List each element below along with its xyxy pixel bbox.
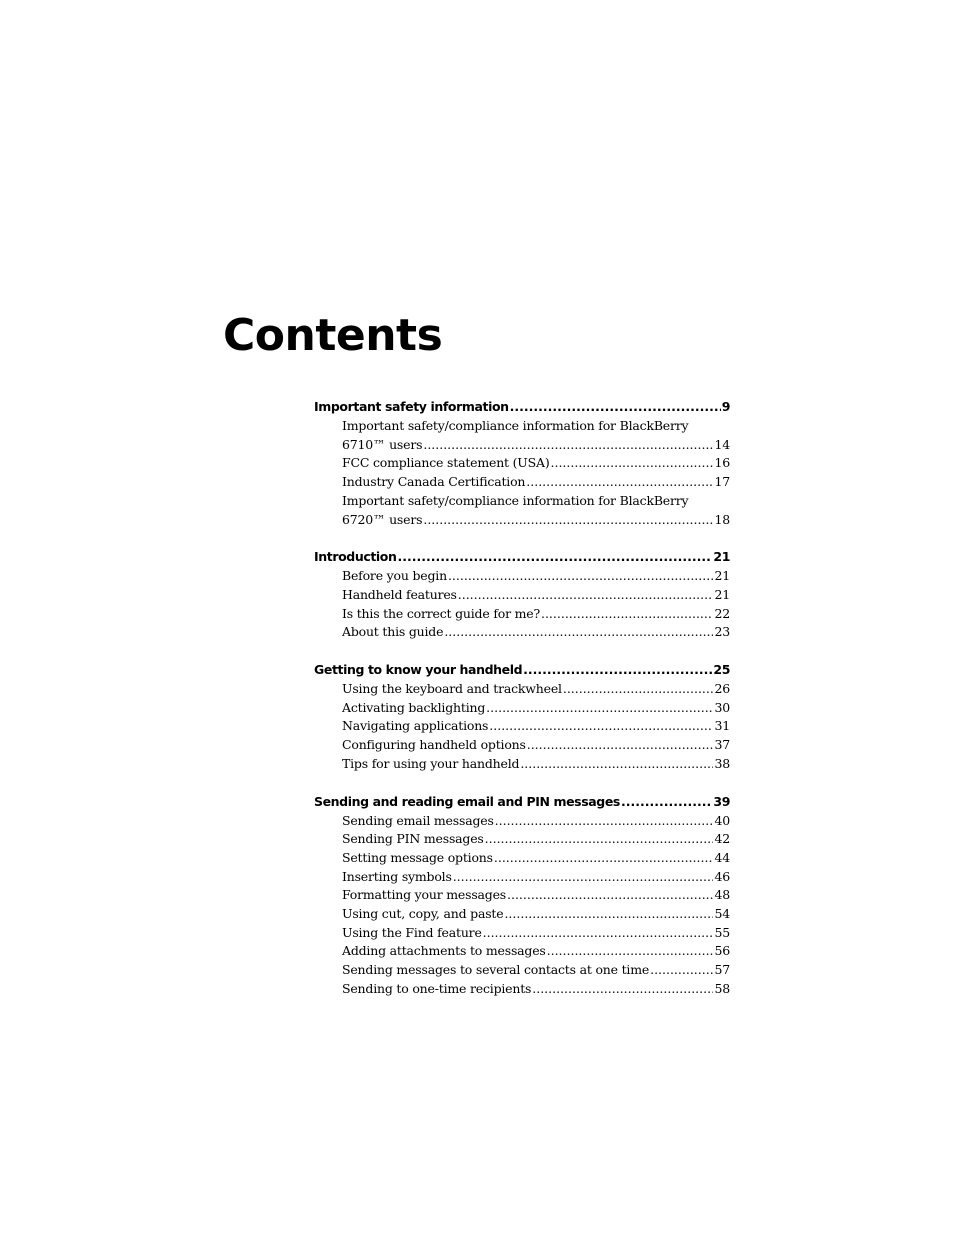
entry-title: Handheld features <box>342 586 457 602</box>
page-number: 18 <box>714 511 730 527</box>
toc-entry[interactable] <box>342 830 730 849</box>
toc-entry[interactable] <box>342 886 730 905</box>
dot-leader <box>494 849 714 868</box>
toc-entry[interactable] <box>342 511 730 530</box>
dot-leader <box>563 680 714 699</box>
toc-entry-first-line[interactable]: Important safety/compliance information for BlackBerry <box>342 418 689 433</box>
toc-entry[interactable] <box>342 736 730 755</box>
entry-title: Before you begin <box>342 568 447 584</box>
toc-entry[interactable] <box>342 812 730 831</box>
toc-entry[interactable] <box>342 436 730 455</box>
entry-title: Is this the correct guide for me? <box>342 605 540 621</box>
toc-chapter-entry[interactable] <box>314 660 730 680</box>
page-number: 44 <box>714 849 730 865</box>
chapter-title: Introduction <box>314 549 397 565</box>
dot-leader <box>444 623 713 642</box>
toc-entry[interactable] <box>342 454 730 473</box>
toc-entry[interactable] <box>342 605 730 624</box>
page-number: 48 <box>714 887 730 903</box>
entry-title: Tips for using your handheld <box>342 755 520 771</box>
entry-title: About this guide <box>342 624 444 640</box>
dot-leader <box>458 586 714 605</box>
dot-leader <box>423 511 713 530</box>
entry-title: 6720™ users <box>342 511 423 527</box>
dot-leader <box>495 812 714 831</box>
toc-section <box>314 792 730 999</box>
entry-title: Adding attachments to messages <box>342 943 546 959</box>
entry-title: Using cut, copy, and paste <box>342 906 504 922</box>
toc-entry-first-line[interactable]: Important safety/compliance information for BlackBerry <box>342 492 689 508</box>
dot-leader <box>423 436 713 455</box>
toc-entry[interactable] <box>342 980 730 999</box>
page-number: 56 <box>714 943 730 959</box>
dot-leader <box>397 547 712 567</box>
page-number: 17 <box>714 474 730 490</box>
toc-section <box>314 547 730 642</box>
page-number: 46 <box>714 868 730 884</box>
toc-entry[interactable] <box>342 942 730 961</box>
dot-leader <box>547 942 714 961</box>
page-number: 22 <box>714 605 730 621</box>
page-number: 58 <box>714 980 730 996</box>
page-number: 39 <box>713 793 730 809</box>
chapter-title: Getting to know your handheld <box>314 662 523 678</box>
entry-title: Inserting symbols <box>342 868 452 884</box>
entry-title: Sending email messages <box>342 812 494 828</box>
toc-chapter-entry[interactable] <box>314 397 730 417</box>
toc-section <box>314 660 730 774</box>
dot-leader <box>453 868 714 887</box>
toc-entry[interactable] <box>342 699 730 718</box>
page-number: 9 <box>721 399 730 414</box>
toc-chapter-entry[interactable] <box>314 547 730 567</box>
page-title: Contents <box>223 310 443 361</box>
dot-leader <box>523 660 712 680</box>
page-number: 21 <box>714 568 730 584</box>
page-number: 38 <box>714 755 730 771</box>
entry-title: Setting message options <box>342 849 493 865</box>
toc-entry[interactable] <box>342 680 730 699</box>
toc-entry[interactable] <box>342 623 730 642</box>
toc-entry[interactable] <box>342 473 730 492</box>
toc-entry[interactable] <box>342 868 730 887</box>
toc-entry[interactable] <box>342 755 730 774</box>
dot-leader <box>526 473 713 492</box>
entry-title: Sending PIN messages <box>342 831 484 847</box>
page-number: 55 <box>714 924 730 940</box>
page-number: 21 <box>713 549 730 565</box>
toc-entry[interactable] <box>342 905 730 924</box>
page-number: 23 <box>714 624 730 640</box>
toc-section <box>314 397 730 529</box>
toc-entry[interactable] <box>342 849 730 868</box>
table-of-contents <box>314 397 730 1017</box>
entry-title: Formatting your messages <box>342 887 506 903</box>
page-number: 54 <box>714 906 730 922</box>
entry-title: Navigating applications <box>342 718 489 734</box>
page-number: 14 <box>714 436 730 452</box>
entry-title: Sending messages to several contacts at one time <box>342 962 650 978</box>
entry-title: Using the keyboard and trackwheel <box>342 681 562 697</box>
dot-leader <box>541 605 714 624</box>
toc-entry[interactable] <box>342 924 730 943</box>
toc-entry[interactable] <box>342 567 730 586</box>
toc-entry[interactable] <box>342 717 730 736</box>
dot-leader <box>527 736 714 755</box>
entry-title: Industry Canada Certification <box>342 474 526 490</box>
page-number: 31 <box>714 718 730 734</box>
page-number: 16 <box>714 455 730 471</box>
dot-leader <box>504 905 713 924</box>
page-number: 40 <box>714 812 730 828</box>
chapter-title: Important safety information <box>314 399 509 414</box>
page-number: 21 <box>714 586 730 602</box>
dot-leader <box>621 792 712 812</box>
dot-leader <box>532 980 713 999</box>
entry-title: Sending to one-time recipients <box>342 980 532 996</box>
page-number: 26 <box>714 681 730 697</box>
dot-leader <box>483 924 714 943</box>
dot-leader <box>650 961 713 980</box>
dot-leader <box>485 830 714 849</box>
entry-title: Configuring handheld options <box>342 737 526 753</box>
dot-leader <box>507 886 713 905</box>
page-number: 42 <box>714 831 730 847</box>
toc-entry[interactable] <box>342 961 730 980</box>
dot-leader <box>448 567 714 586</box>
page-number: 37 <box>714 737 730 753</box>
entry-title: Using the Find feature <box>342 924 482 940</box>
dot-leader <box>520 755 713 774</box>
dot-leader <box>486 699 713 718</box>
toc-entry[interactable] <box>342 586 730 605</box>
dot-leader <box>489 717 713 736</box>
page-number: 30 <box>714 699 730 715</box>
dot-leader <box>551 454 714 473</box>
dot-leader <box>510 397 721 417</box>
entry-title: 6710™ users <box>342 436 423 452</box>
page-number: 57 <box>714 962 730 978</box>
toc-chapter-entry[interactable] <box>314 792 730 812</box>
entry-title: Activating backlighting <box>342 699 486 715</box>
chapter-title: Sending and reading email and PIN messages <box>314 793 620 809</box>
page-number: 25 <box>713 662 730 678</box>
entry-title: FCC compliance statement (USA) <box>342 455 550 471</box>
